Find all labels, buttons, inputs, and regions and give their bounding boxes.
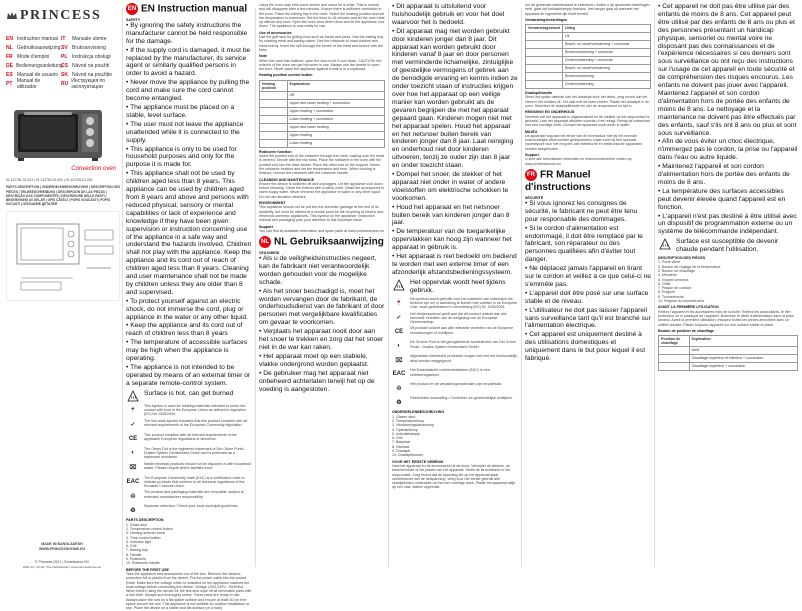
- table-row: [260, 123, 385, 131]
- convection-oven-image: [6, 100, 116, 168]
- safety-item: • De gebruiker mag het apparaat niet onbeheerd achterlaten terwijl het op de voeding is aangesloten.: [259, 369, 375, 393]
- weee-bin-icon: ⌧: [129, 465, 137, 471]
- nl-support-heading: Support: [525, 153, 539, 158]
- safety-item: • Afin de vous éviter un choc électrique, n'immergez pas le cordon, la prise ou l'appareil dans l'eau ou autre liquide.: [658, 138, 798, 162]
- fr-before-text: Retirez l'appareil et les accessoires hors de la boîte. Retirez les autocollants, le film protecteur ou le plastique de l'appareil. Branchez le câble d'alimentation dans la prise secteur. Avant la première utilisation, essuyez toutes les pièces amovibles avec un chiffon humide. Placez toujours l'appareil sur une surface stable et plane.: [658, 309, 794, 327]
- part-item: 3. Bouton de chauffage: [658, 268, 696, 273]
- fr-title: FR FR Manuel d'instructions: [525, 169, 591, 193]
- symbol-note: ♲ Het product en de verpakkingsmaterialen zijn recyclebaar.: [392, 382, 518, 394]
- nl-cleaning-heading: REINIGING EN ONDERHOUD: [525, 110, 575, 115]
- table-cell: Lower heating: [287, 139, 385, 147]
- table-cell: Upper heating: [287, 131, 385, 139]
- fr-safety-heading: SÉCURITÉ: [525, 195, 544, 200]
- symbol-note: 🍷 Dit symbool wordt gebruikt voor het markeren van materialen die bedoeld zijn om in aanraking te komen met voedsel in de Europese Unie, zoals gedefinieerd in verordening (EG) Nr. 1935/2004.: [392, 297, 518, 310]
- nl-flag-icon: NL: [259, 236, 271, 248]
- safety-item: • To protect yourself against an electric shock, do not immerse the cord, plug or appliance in the water or any other liquid.: [126, 297, 248, 321]
- heating-symbol-cell: [526, 49, 563, 57]
- nl-heating-table: [525, 24, 651, 89]
- heating-symbol-cell: [659, 347, 690, 355]
- symbol-note: EAC Het Euraziatische conformiteitsteken (EAC) is een certificeringsteken.: [392, 368, 518, 380]
- safety-item: • L'appareil doit être posé sur une surface stable et de niveau.: [525, 289, 649, 305]
- en-heating-table: [259, 80, 385, 148]
- en-flag-icon: EN: [126, 3, 138, 15]
- heating-symbol-cell: [526, 73, 563, 81]
- language-item: PT Manual de utilizador: [6, 77, 41, 90]
- table-row: [659, 347, 798, 355]
- part-item: 7. Plaque de cuisson: [658, 286, 692, 291]
- table-cell: Chauffage supérieur et inférieur + convection: [689, 355, 797, 363]
- table-row: [260, 91, 385, 99]
- heating-symbol-cell: [260, 91, 288, 99]
- safety-item: • L'utilisateur ne doit pas laisser l'appareil sans surveillance tant qu'il est branché sur l'alimentation électrique.: [525, 306, 651, 330]
- table-header-row: [526, 25, 651, 33]
- heating-symbol-cell: [659, 355, 690, 363]
- model-numbers: 01.112751.01.001 | 01.112754.01.001 | 01.112761.01.001: [6, 178, 93, 182]
- fr-table-heading: Bouton de position de chauffage: [658, 328, 714, 333]
- princess-crown-icon: [6, 10, 18, 22]
- table-cell: Onderverwarming + convectie: [562, 57, 650, 65]
- part-item: 9. Rotisserie: [126, 557, 146, 562]
- part-item: 3. Heating selector knob: [126, 531, 165, 536]
- website-footer[interactable]: WWW.PRINCESSHOME.EU: [38, 546, 86, 551]
- en-parts-list: [126, 523, 252, 566]
- table-cell: Bovenverwarming: [562, 73, 650, 81]
- part-item: 4. Tijdinstelknop: [392, 427, 418, 432]
- green-dot-icon: ◐: [397, 343, 401, 350]
- table-row: [526, 49, 651, 57]
- en-cleaning-heading: CLEANING AND MAINTENANCE: [259, 177, 314, 182]
- symbol-note: ♻ Separate collection / Check your local municipal guidelines.: [126, 504, 252, 516]
- table-row: [526, 81, 651, 89]
- hot-surface-icon: [659, 238, 671, 250]
- part-item: 1. Porte vitrée: [658, 260, 681, 265]
- hot-surface-icon: [127, 390, 139, 402]
- en-cleaning-text: Ensure the device is switched off and unplugged. Let the appliance cool down before cleaning. Clean the exterior with a damp cloth. Clean the accessories in warm soapy water. Never immerse the appliance in water or any other liquid. Do not use abrasive cleaners.: [259, 181, 385, 199]
- brand-name: PRINCESS: [20, 8, 102, 23]
- table-row: [260, 99, 385, 107]
- en-support-heading: Support: [259, 224, 273, 229]
- table-cell: Arrêt: [689, 347, 797, 355]
- table-cell: Lower heating + convection: [287, 115, 385, 123]
- product-caption: Convection oven: [71, 166, 116, 172]
- ce-mark-icon: CE: [128, 435, 138, 442]
- language-item: NL Gebruiksaanwijzing: [6, 44, 61, 51]
- safety-item: • Als u de veiligheidsinstructies negeert, kan de fabrikant niet verantwoordelijk worden gehouden voor de mogelijke schade.: [259, 255, 377, 286]
- safety-item: • This appliance is only to be used for household purposes and only for the purpose it is made for.: [126, 145, 237, 169]
- safety-item: • Dompel het snoer, de stekker of het apparaat niet onder in water of andere vloeistoffen om elektrische schokken te voorkomen.: [392, 171, 509, 202]
- safety-item: • Dit apparaat is uitsluitend voor huishoudelijk gebruik en voor het doel waarvoor het is bedoeld.: [392, 3, 505, 26]
- table-cell: Upper and lower heating: [287, 123, 385, 131]
- safety-item: • Het apparaat is niet bedoeld om bediend te worden met een externe timer of een afzonderlijk afstandsbedieningssysteem.: [392, 253, 517, 276]
- weee-bin-icon: ⌧: [395, 357, 403, 364]
- parts-heading-multilang: PARTS DESCRIPTION | ONDERDELENBESCHRIJVING | DESCRIPTION DES PIÈCES | TEILEBESCHREIBUNG | DESCRIPCIÓN DE LAS PIEZAS | DESCRIÇÃO DAS COMPONENTES | DESCRIZIONE DELLE PARTI | BESKRIVNING AV DELAR | OPIS CZĘŚCI | POPIS SOUČÁSTÍ | POPIS SÚČASTÍ | ОПИСАНИЕ ДЕТАЛЕЙ: [6, 185, 121, 207]
- language-item: EN Instruction manual: [6, 35, 58, 42]
- table-header-cell: Explanation: [287, 80, 385, 91]
- made-in: MADE IN BANGLADESH: [41, 542, 83, 547]
- safety-item: • Ne déplacez jamais l'appareil en tirant sur le cordon et veillez à ce que celui-ci ne s'emmêle pas.: [525, 265, 652, 288]
- symbol-note: 🍷 This symbol is used for marking materials intended to come into contact with food in the European Union as defined in regulation (EC) No 1935/2004.: [126, 404, 252, 417]
- symbol-note: CE Dit product voldoet aan alle relevante vereisten van de Europese verordeningen of richtlijnen.: [392, 326, 518, 338]
- safety-item: • L'appareil n'est pas destiné à être utilisé avec un dispositif de programmation externe ou un système de télécommande indépendant.: [658, 212, 797, 236]
- table-row: [526, 57, 651, 65]
- part-item: 1. Glazen deur: [392, 414, 416, 419]
- fr-hot-surface: [658, 238, 798, 254]
- en-safety-heading: SAFETY: [126, 17, 141, 22]
- part-item: 6. Grille: [658, 281, 671, 286]
- hot-surface-icon: [393, 279, 405, 291]
- table-row: [260, 115, 385, 123]
- fr-flag-icon: FR: [525, 169, 537, 181]
- heating-symbol-cell: [526, 41, 563, 49]
- safety-item: • If the supply cord is damaged, it must be replaced by the manufacturer, its service agent or similarly qualified persons in order to avoid a hazard.: [126, 46, 251, 78]
- table-cell: Upper and lower heating + convection: [287, 99, 385, 107]
- part-item: 8. Handle: [126, 552, 142, 557]
- en-before-text: Take the appliance and accessories out of the box. Remove the stickers, protective foil or plastic from the device. Put the power cable into the socket. (Note: Make sure the voltage which is indicated on the appliance matches the local voltage before connecting the device. Voltage 220V-240V~ 50/60Hz). When before using the device for the first time wipe off all removable parts with a wet cloth. Always and thoroughly select. These parts are ready to use. Always place the unit on a flat stable surface and ensure at least 30 cm free space around the unit. This appliance is not suitable for outdoor installation or use. Place the device on a stable and flat surface (on a wall).: [126, 571, 252, 611]
- en-icon-notes: [126, 404, 252, 517]
- green-dot-icon: ◐: [131, 449, 135, 456]
- safety-item: • By ignoring the safety instructions the manufacturer cannot be held responsible for the damage.: [126, 21, 248, 45]
- language-item: PL Instrukcja obsługi: [61, 53, 111, 60]
- nl-support-text: U kunt alle beschikbare informatie en reserveonderdelen vinden op www.princesshome.eu: [525, 157, 632, 166]
- heating-symbol-cell: [260, 107, 288, 115]
- part-item: 3. Verwarmingskeuzeknop: [392, 423, 435, 428]
- language-item: SV Bruksanvisning: [61, 44, 106, 51]
- en-note-heading: Note: [259, 54, 267, 59]
- nl-before-text: Haal het apparaat en de accessoires uit de doos. Verwijder de stickers, de beschermfolie of het plastic van het apparaat. Steek de stroomkabel in het stopcontact. Zorg ervoor dat de spanning die op het apparaat staat overeenkomt met de netspanning. Veeg voor het eerste gebruik alle verwijderbare onderdelen af met een vochtige doek. Plaats het apparaat altijd op een vlak, stabiel oppervlak.: [392, 463, 516, 490]
- heating-symbol-cell: [260, 123, 288, 131]
- table-header-row: [659, 336, 798, 347]
- symbol-note: ✓ Het vinkjessymbool geeft aan dat dit product voldoet aan alle relevante vereisten van de wetgeving van de Europese Gemeenschap.: [392, 312, 518, 325]
- part-item: 5. Voyant lumineux: [658, 277, 689, 282]
- safety-item: • The temperature of accessible surfaces may be high when the appliance is operating.: [126, 339, 248, 363]
- recycle-icon: ♻: [396, 399, 402, 406]
- table-header-cell: Verwarmingsstand: [526, 25, 563, 33]
- en-note-text: When the oven has finished, open the door to let it cool down. CAUTION: the exterior of the oven can get hot when in use. Always use the handle to open the door. Never place the appliance against a wall or in a cupboard.: [259, 58, 382, 72]
- table-cell: Uit: [562, 33, 650, 41]
- symbol-note: CE This product complies with all relevant requirements of the applicable European regulations or directives.: [126, 433, 252, 445]
- table-row: [260, 131, 385, 139]
- part-item: 2. Temperatuurknop: [392, 419, 424, 423]
- part-item: 7. Bakplaat: [392, 440, 410, 445]
- parts-diagram-image: [7, 212, 119, 302]
- part-item: 8. Handvat: [392, 444, 410, 449]
- safety-item: • Si le cordon d'alimentation est endommagé, il doit être remplacé par le fabricant, son réparateur ou des personnes qualifiées afin d'éviter tout danger.: [525, 224, 643, 264]
- symbol-note: ♻ Gescheiden inzameling / Controleer uw gemeentelijke richtlijnen.: [392, 396, 518, 408]
- heating-symbol-cell: [260, 139, 288, 147]
- en-environment-heading: ENVIRONMENT: [259, 201, 286, 206]
- nl-column: [392, 0, 518, 575]
- safety-item: • This appliance shall not be used by children aged less than 8 years. This appliance can be used by children aged from 8 years and above and persons with reduced physical, sensory or mental capabilities or lack of experience and knowledge if they have been given supervision or instruction concerning use of the appliance in a safe way and understand the hazards involved. Children shall not play with the appliance. Keep the appliance and its cord out of reach of children aged less than 8 years. Cleaning and user maintenance shall not be made by children unless they are older than 8 and supervised.: [126, 170, 252, 296]
- symbol-note: ◐ De Groene Punt is het geregistreerde handelsmerk van Der Grüne Punkt - Duales System Deutschland GmbH.: [392, 340, 518, 352]
- en-environment-text: This appliance should not be put into the domestic garbage at the end of its durability, but must be offered at a central point for the recycling of electric and electronic domestic appliances. This symbol on the appliance, instruction manual and packaging puts your attention to this important issue.: [259, 205, 384, 223]
- safety-item: • Never move the appliance by pulling the cord and make sure the cord cannot become entangled.: [126, 79, 250, 103]
- en-column: [126, 0, 252, 611]
- safety-item: • The user must not leave the appliance unattended while it is connected to the supply.: [126, 120, 244, 144]
- table-cell: Bovenverwarming + convectie: [562, 49, 650, 57]
- table-cell: Boven- en onderverwarming + convectie: [562, 41, 650, 49]
- nl-safety-list-a: [259, 255, 385, 393]
- table-row: [659, 363, 798, 371]
- safety-item: • La température des surfaces accessibles peut devenir élevée quand l'appareil est en fonction.: [658, 187, 786, 211]
- eac-mark-icon: EAC: [126, 478, 140, 485]
- en-continued-column: [259, 0, 385, 575]
- symbol-note: ♲ The product and packaging materials are recyclable, subject to extended manufacturer responsibility.: [126, 490, 252, 502]
- heating-symbol-cell: [260, 131, 288, 139]
- nl-rotisserie-text: Steek het spitse uiteinde van het draaispit door het vlees, zorg ervoor dat het vlees in het midden zit. Zet vast met de twee vorken. Plaats het draaispit in de oven. Selecteer de draaispitfunctie en stel de temperatuur en tijd in.: [525, 95, 650, 109]
- fr-safety-list-b: [658, 3, 798, 236]
- heating-symbol-cell: [526, 65, 563, 73]
- copyright: © Princess 2021 | Smartwares BV: [34, 560, 90, 565]
- safety-item: • Cet appareil ne doit pas être utilisé par des enfants de moins de 8 ans. Cet appareil peut être utilisé par des enfants de 8 ans ou plus et des personnes présentant un handicap physique, sensoriel ou mental voire ne disposant pas des connaissances et de l'expérience nécessaires si ces derniers sont sous surveillance ou ont reçu des instructions sur l'usage de cet appareil en toute sécurité et de compréhension des risques encourus. Les enfants ne doivent pas jouer avec l'appareil. Maintenez l'appareil et son cordon d'alimentation hors de portée des enfants de moins de 8 ans. Le nettoyage et la maintenance ne doivent pas être effectués par des enfants, sauf s'ils ont 8 ans ou plus et sont sous surveillance.: [658, 3, 797, 137]
- fr-parts-list: [658, 260, 798, 303]
- safety-item: • Keep the appliance and its cord out of reach of children less than 8 years: [126, 322, 243, 338]
- heating-symbol-cell: [526, 57, 563, 65]
- table-row: [526, 33, 651, 41]
- table-row: [526, 41, 651, 49]
- en-first-use-text: Using the oven may emit some smoke and odour for a while. This is normal and will disappear after a few minutes. Ensure there is sufficient ventilation in the room. Place the baking tray in the oven. Select the heating position and set the temperature to maximum. Set the timer to 15 minutes and let the oven heat up without any food. Open the oven door when done and let the appliance cool down. The appliance is now ready for use.: [259, 3, 385, 29]
- language-item: RU Инструкция по эксплуатации: [61, 77, 106, 90]
- safety-item: • Maintenez l'appareil et son cordon d'alimentation hors de portée des enfants de moins de 8 ans.: [658, 163, 790, 186]
- en-rotisserie-heading: Rotisserie function: [259, 149, 292, 154]
- part-item: 7. Baking tray: [126, 548, 148, 553]
- heating-symbol-cell: [260, 99, 288, 107]
- en-before-heading: BEFORE THE FIRST USE: [126, 567, 169, 572]
- fr-hot-note: Surface est susceptible de devenir chaude pendant l'utilisation.: [676, 238, 779, 254]
- part-item: 4. Minuterie: [658, 273, 677, 278]
- fr-heating-table: [658, 335, 798, 371]
- table-cell: Boven- en onderverwarming: [562, 65, 650, 73]
- language-list: [6, 34, 120, 88]
- part-item: 10. Rotisserie handle: [126, 561, 160, 566]
- safety-item: • Als het snoer beschadigd is, moet het worden vervangen door de fabrikant, de onderhoudsdienst van de fabrikant of door personen met vergelijkbare kwalificaties om gevaar te voorkomen.: [259, 287, 385, 327]
- en-title: EN EN Instruction manual: [127, 3, 248, 15]
- part-item: 8. Poignée: [658, 290, 676, 295]
- en-use-text: Use the grill rack for grilling food such as bread and pizza. Use the baking tray for roasting meat and baking cakes. Use the rotisserie to roast chicken and meat evenly. Insert the spit through the centre of the meat and secure with the forks.: [259, 35, 384, 52]
- nl-before-heading: VOOR HET EERSTE GEBRUIK: [392, 459, 444, 464]
- table-row: [260, 107, 385, 115]
- part-item: 5. Indicator light: [126, 539, 152, 544]
- nl-hot-note: Het oppervlak wordt heet tijdens gebruik.: [410, 278, 506, 294]
- safety-item: • Het apparaat moet op een stabiele, vlakke ondergrond worden geplaatst.: [259, 352, 369, 368]
- language-item: SK Návod na použitie: [61, 71, 113, 78]
- heating-symbol-cell: [659, 363, 690, 371]
- nl-environment-text: Dit apparaat mag aan het einde van de levensduur niet bij het normale huishoudelijke afval worden gedeponeerd, maar moet bij een speciaal inzamelpunt voor het recyclen van elektrische en elektronische apparaten worden aangeboden.: [525, 133, 643, 151]
- table-row: [526, 65, 651, 73]
- ce-mark-icon: CE: [394, 329, 404, 336]
- safety-item: • Cet appareil est uniquement destiné à des utilisations domestiques et uniquement dans le but pour lequel il est fabriqué.: [525, 331, 646, 363]
- part-item: 2. Temperature control button: [126, 526, 173, 531]
- symbol-note: ⌧ Waste electrical products should not be disposed of with household waste. Please recycle where facilities exist.: [126, 462, 252, 474]
- safety-item: • The appliance is not intended to be operated by means of an external timer or a separate remote-control system.: [126, 364, 251, 387]
- safety-item: • Dit apparaat mag niet worden gebruikt door kinderen jonger dan 8 jaar. Dit apparaat kan worden gebruikt door kinderen vanaf 8 jaar en door personen met verminderde lichamelijke, zintuiglijke of geestelijke vermogens of gebrek aan de benodigde ervaring en kennis indien ze onder toezicht staan of instructies krijgen over hoe het apparaat op een veilige manier kan worden gebruikt als de gevaren begrijpen die met het apparaat gepaard gaan. Kinderen mogen niet met het apparaat spelen. Houd het apparaat en het netsnoer buiten bereik van kinderen jonger dan 8 jaar. Laat reiniging en onderhoud niet door kinderen uitvoeren, tenzij ze ouder zijn dan 8 jaar en onder toezicht staan.: [392, 27, 518, 170]
- nl-parts-heading: ONDERDELENBESCHRIJVING: [392, 410, 445, 415]
- table-header-row: [260, 80, 385, 91]
- table-cell: Upper heating + convection: [287, 107, 385, 115]
- part-item: 2. Bouton de réglage de la température: [658, 264, 721, 269]
- nl-parts-list: [392, 415, 518, 458]
- food-contact-icon: 🍷: [129, 407, 137, 414]
- nl-title: NL NL Gebruiksaanwijzing: [261, 236, 384, 248]
- nl-table-heading: Verwarmingsinstellingen: [525, 17, 568, 22]
- fr-safety-list-a: [525, 200, 651, 363]
- part-item: 1. Glass door: [126, 522, 148, 527]
- food-contact-icon: 🍷: [395, 300, 403, 307]
- symbol-note: ⌧ Afgedankte elektrische producten mogen niet met het huishoudelijk afval worden weggegooid.: [392, 354, 518, 366]
- nl-cleaning-text: Verzeker dat het apparaat is uitgeschakeld en de stekker uit het stopcontact is gehaald. Laat het apparaat afkoelen voordat u het reinigt. Reinig de buitenkant met een vochtige doek. Dompel het apparaat nooit onder in water.: [525, 114, 651, 128]
- safety-item: • Houd het apparaat en het netsnoer buiten bereik van kinderen jonger dan 8 jaar.: [392, 203, 510, 227]
- symbol-note: ◐ The Green Dot is the registered trademark of Der Grüne Punkt - Duales System Deutschland GmbH and is protected as a trademark worldwide.: [126, 447, 252, 460]
- language-item: IT Manuale utente: [61, 35, 107, 42]
- safety-item: • Si vous ignorez les consignes de sécurité, le fabricant ne peut être tenu pour responsable des dommages.: [525, 199, 638, 223]
- heating-symbol-cell: [260, 115, 288, 123]
- safety-item: • The appliance must be placed on a stable, level surface.: [126, 104, 235, 119]
- en-rotisserie-text: Insert the pointed end of the rotisserie through the meat, making sure the meat is centred. Secure with the two forks. Place the rotisserie in the oven with the pointed end into the drive socket. Place the other end on the support. Select the rotisserie function and set the temperature and time. When cooking is finished, remove the rotisserie with the rotisserie handle.: [259, 154, 385, 176]
- part-item: 4. Time control button: [126, 535, 161, 540]
- language-item: CS Návod na použití: [61, 62, 110, 69]
- triman-icon: ♲: [396, 385, 402, 392]
- part-item: 10. Poignée du tournebroche: [658, 299, 705, 304]
- copyright-2: 2021-12 | 12-02 | The Netherlands | www.princesshome.eu: [22, 564, 102, 569]
- triman-icon: ♲: [130, 493, 136, 500]
- symbol-note: EAC The European Community mark (EAC) is a certification mark to indicate products that conform to all technical regulations of the Eurasian Customs Union.: [126, 475, 245, 489]
- table-header-cell: Uitleg: [562, 25, 650, 33]
- safety-item: • De temperatuur van de toegankelijke oppervlakken kan hoog zijn wanneer het apparaat in gebruik is.: [392, 228, 512, 252]
- table-header-cell: Position de chauffage: [659, 336, 690, 347]
- nl-safety-heading: VEILIGHEID: [259, 250, 280, 255]
- fr-parts-heading: DESCRIPTION DES PIÈCES: [658, 256, 706, 261]
- fr-column: [658, 0, 798, 575]
- en-hot-note: Surface is hot, can get burned: [144, 389, 234, 397]
- nl-hot-surface: [392, 279, 518, 295]
- table-cell: Chauffage supérieur + convection: [689, 363, 797, 371]
- en-support-text: You can find all available information and spare parts at www.princesshome.eu: [259, 228, 385, 233]
- heating-symbol-cell: [526, 81, 563, 89]
- nl-fr-column: [525, 0, 651, 575]
- table-row: [260, 139, 385, 147]
- en-heating-heading: Heating position control button: [259, 73, 313, 78]
- en-hot-surface: [126, 390, 252, 402]
- parts-diagram: [6, 211, 120, 301]
- en-parts-heading: PARTS DESCRIPTION: [126, 518, 164, 523]
- table-header-cell: Heating position: [260, 80, 288, 91]
- nl-rotisserie-heading: Draaispitfunctie: [525, 91, 553, 96]
- part-item: 6. Grill: [126, 544, 137, 549]
- table-header-cell: Explication: [689, 336, 797, 347]
- brand-logo: [6, 8, 120, 24]
- safety-item: • Verplaats het apparaat nooit door aan het snoer te trekken en zorg dat het snoer niet in de war kan raken.: [259, 328, 384, 351]
- nl-icon-notes: [392, 297, 518, 409]
- part-item: 5. Indicatielampje: [392, 431, 420, 436]
- fr-before-heading: AVANT LA PREMIÈRE UTILISATION: [658, 305, 719, 310]
- language-item: DE Bedienungsanleitung: [6, 62, 63, 69]
- eac-mark-icon: EAC: [392, 371, 406, 378]
- table-cell: Onderverwarming: [562, 81, 650, 89]
- en-use-heading: Use of accessories: [259, 30, 292, 35]
- language-item: ES Manual de usuario: [6, 71, 59, 78]
- nl-safety-list-b: [392, 3, 518, 277]
- part-item: 9. Tournebroche: [658, 294, 684, 299]
- part-item: 9. Draaispit: [392, 449, 411, 454]
- nl-heat-intro: om de gewenste warmtestand te selecteren. Indien u de gewenste instellingen hebt, gaat het indicatielampje branden. Het lampje gaat uit wanneer het apparaat de ingestelde tijd heeft bereikt.: [525, 3, 650, 16]
- tick-mark-icon: ✓: [130, 422, 136, 429]
- symbol-note: ✓ The tick-mark symbol indicates that this product complies with all relevant requirements of the European Community legislation.: [126, 419, 252, 431]
- part-item: 6. Grill: [392, 436, 403, 441]
- part-item: 10. Draaispithouder: [392, 453, 424, 458]
- table-row: [526, 73, 651, 81]
- table-cell: Off: [287, 91, 385, 99]
- language-item: FR Mode d'emploi: [6, 53, 50, 60]
- table-row: [659, 355, 798, 363]
- oven-illustration: [6, 100, 120, 168]
- en-safety-list: [126, 22, 252, 388]
- tick-mark-icon: ✓: [396, 315, 402, 322]
- recycle-icon: ♻: [130, 507, 136, 514]
- heating-symbol-cell: [526, 33, 563, 41]
- nl-environment-heading: MILIEU: [525, 129, 538, 134]
- cover-column: [6, 0, 120, 575]
